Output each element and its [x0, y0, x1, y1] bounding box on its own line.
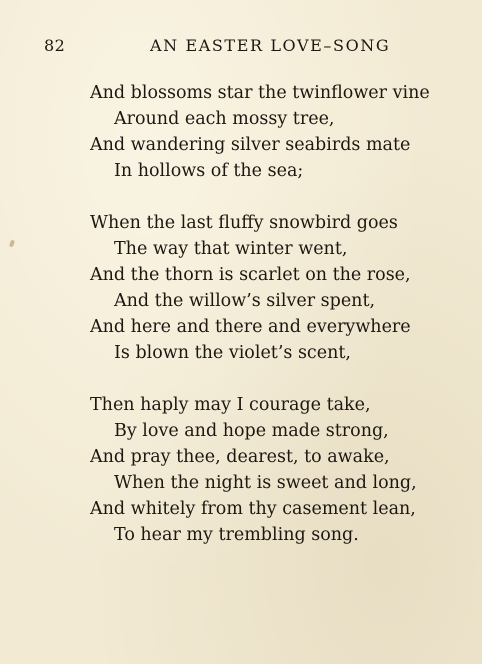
poem-line: And blossoms star the twinflower vine — [90, 83, 430, 103]
poem-line: In hollows of the sea; — [114, 161, 304, 181]
poem-line: And here and there and everywhere — [90, 317, 411, 337]
poem-line: When the last fluffy snowbird goes — [90, 213, 398, 233]
poem-line: And whitely from thy casement lean, — [90, 499, 416, 519]
paper-speck — [9, 240, 15, 248]
poem-line: To hear my trembling song. — [114, 525, 359, 545]
stanza-1 — [90, 80, 470, 184]
stanza-2 — [90, 210, 470, 366]
poem-line: And pray thee, dearest, to awake, — [90, 447, 390, 467]
poem-line: And the thorn is scarlet on the rose, — [90, 265, 411, 285]
poem-line: The way that winter went, — [114, 239, 348, 259]
poem-body — [90, 80, 470, 574]
poem-line: And the willow’s silver spent, — [114, 291, 376, 311]
poem-line: Then haply may I courage take, — [90, 395, 371, 415]
stanza-3 — [90, 392, 470, 548]
poem-line: Is blown the violet’s scent, — [114, 343, 351, 363]
page-header — [0, 36, 482, 58]
running-head: AN EASTER LOVE–SONG — [150, 36, 391, 55]
poem-line: Around each mossy tree, — [114, 109, 335, 129]
poem-line: And wandering silver seabirds mate — [90, 135, 411, 155]
poem-line: When the night is sweet and long, — [114, 473, 417, 493]
poem-line: By love and hope made strong, — [114, 421, 389, 441]
page-number: 82 — [44, 36, 66, 55]
